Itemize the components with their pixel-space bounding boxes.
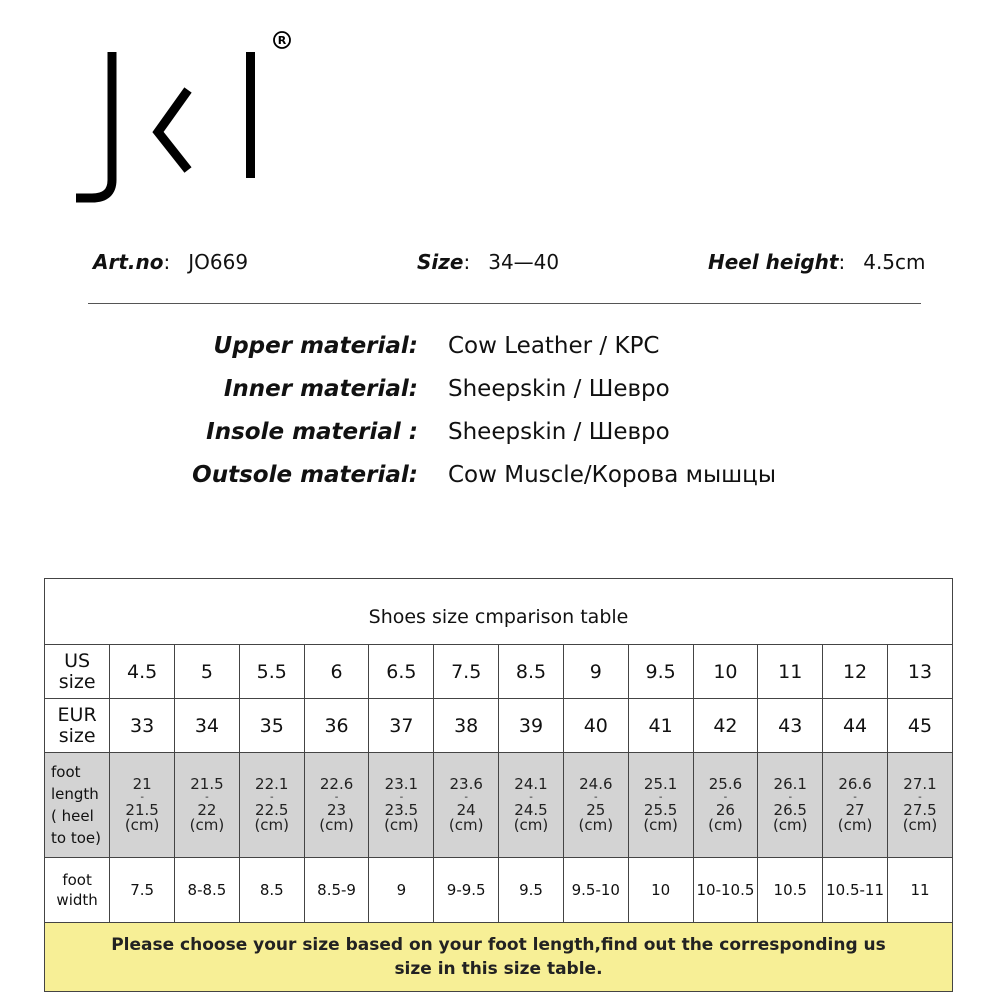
us-size-cell: 13 [887,645,952,699]
foot-width-cell: 9.5-10 [563,858,628,923]
foot-length-cell [304,753,369,858]
foot-width-cell: 10.5-11 [823,858,888,923]
foot-length-cell [628,753,693,858]
size-value: 34—40 [488,250,560,274]
foot-width-cell: 8-8.5 [175,858,240,923]
length-separator: - [853,792,857,803]
eur-size-cell: 36 [304,699,369,753]
length-separator: - [334,792,339,803]
foot-width-header: foot width [45,858,110,923]
table-title-row [45,579,953,645]
length-to: 23 [327,801,347,819]
eur-size-cell: 41 [628,699,693,753]
material-value: Cow Muscle/Корова мышцы [448,462,776,488]
length-to: 22.5 [255,801,289,819]
us-size-cell: 7.5 [434,645,499,699]
material-value: Cow Leather / KPC [448,333,660,359]
foot-length-cell [175,753,240,858]
length-separator: - [529,792,533,803]
art-no-value: JO669 [188,250,249,274]
length-unit: (cm) [254,816,290,834]
length-unit: (cm) [448,816,484,834]
us-size-cell: 5 [175,645,240,699]
foot-width-row [45,858,953,923]
length-from: 22.1 [255,775,289,793]
length-from: 24.1 [514,775,548,793]
note-row [45,923,953,992]
eur-size-row [45,699,953,753]
foot-length-cell [758,753,823,858]
foot-width-cell: 9.5 [499,858,564,923]
length-to: 24 [456,801,476,819]
foot-width-cell: 11 [887,858,952,923]
material-label: Inner material [223,376,409,402]
length-separator: - [399,792,404,803]
length-to: 25 [586,801,606,819]
us-size-cell: 9 [563,645,628,699]
length-from: 25.1 [643,775,678,793]
material-value: Sheepskin / Шевро [448,376,670,402]
heel-height-field: Heel height: 4.5cm [708,250,926,274]
material-label: Insole material [206,419,401,445]
length-from: 21 [132,775,152,793]
eur-size-cell: 38 [434,699,499,753]
heel-height-label: Heel height [708,250,839,274]
material-row-inner: Inner material: Sheepskin / Шевро [223,376,670,402]
length-separator: - [594,792,598,803]
eur-size-cell: 34 [175,699,240,753]
eur-size-cell: 45 [887,699,952,753]
foot-width-cell: 9-9.5 [434,858,499,923]
foot-length-cell [693,753,758,858]
foot-width-cell: 8.5 [239,858,304,923]
length-to: 27 [845,801,865,819]
divider [88,303,921,304]
eur-size-cell: 39 [499,699,564,753]
material-label: Outsole material [192,462,409,488]
size-field: Size: 34—40 [417,250,560,274]
foot-length-cell [887,753,952,858]
length-unit: (cm) [384,816,419,834]
foot-length-cell [823,753,888,858]
size-note: Please choose your size based on your foot length,find out the corresponding us size in this size table. [45,923,953,992]
art-no-field: Art.no: JO669 [93,250,249,274]
product-info-row [0,250,1000,280]
us-size-cell: 11 [758,645,823,699]
length-to: 22 [197,801,217,819]
length-unit: (cm) [772,816,808,834]
us-size-cell: 6.5 [369,645,434,699]
length-to: 21.5 [125,801,159,819]
length-separator: - [658,792,663,803]
length-to: 25.5 [643,801,678,819]
art-no-label: Art.no [93,250,164,274]
brand-logo [70,30,310,210]
length-from: 25.6 [708,775,743,793]
eur-size-cell: 44 [823,699,888,753]
us-size-cell: 5.5 [239,645,304,699]
foot-length-row [45,753,953,858]
us-size-cell: 10 [693,645,758,699]
length-to: 26.5 [773,801,807,819]
eur-size-cell: 33 [110,699,175,753]
length-to: 23.5 [384,801,419,819]
length-unit: (cm) [578,816,614,834]
foot-width-cell: 9 [369,858,434,923]
us-size-row [45,645,953,699]
length-unit: (cm) [513,816,549,834]
length-separator: - [205,792,209,803]
us-size-header: US size [45,645,110,699]
length-from: 24.6 [579,775,613,793]
material-row-upper: Upper material: Cow Leather / KPC [213,333,660,359]
length-unit: (cm) [319,816,354,834]
table-title: Shoes size cmparison table [45,579,953,645]
length-unit: (cm) [124,816,160,834]
heel-height-value: 4.5cm [863,250,926,274]
foot-width-cell: 10-10.5 [693,858,758,923]
length-separator: - [788,792,793,803]
length-from: 23.1 [384,775,419,793]
foot-length-cell [239,753,304,858]
length-from: 26.1 [773,775,807,793]
length-unit: (cm) [643,816,678,834]
length-from: 26.6 [838,775,872,793]
us-size-cell: 9.5 [628,645,693,699]
eur-size-header: EUR size [45,699,110,753]
us-size-cell: 12 [823,645,888,699]
length-separator: - [269,792,274,803]
foot-width-cell: 7.5 [110,858,175,923]
size-label: Size [417,250,464,274]
eur-size-cell: 42 [693,699,758,753]
material-row-outsole: Outsole material: Cow Muscle/Корова мышцы [192,462,776,488]
length-from: 22.6 [319,775,354,793]
length-unit: (cm) [837,816,873,834]
foot-length-cell [563,753,628,858]
length-separator: - [464,792,468,803]
foot-length-cell [110,753,175,858]
foot-width-cell: 10.5 [758,858,823,923]
foot-length-header: foot length ( heel to toe) [45,753,110,858]
length-to: 26 [715,801,735,819]
eur-size-cell: 37 [369,699,434,753]
length-from: 21.5 [190,775,224,793]
length-to: 24.5 [514,801,548,819]
material-label: Upper material [213,333,409,359]
material-row-insole: Insole material : Sheepskin / Шевро [206,419,670,445]
us-size-cell: 8.5 [499,645,564,699]
us-size-cell: 6 [304,645,369,699]
length-unit: (cm) [708,816,743,834]
length-to: 27.5 [903,801,937,819]
length-from: 23.6 [449,775,483,793]
length-unit: (cm) [902,816,938,834]
us-size-cell: 4.5 [110,645,175,699]
svg-text:R: R [277,34,287,47]
eur-size-cell: 35 [239,699,304,753]
foot-length-cell [369,753,434,858]
materials-list [0,333,1000,505]
material-value: Sheepskin / Шевро [448,419,670,445]
length-separator: - [918,792,922,803]
foot-length-cell [434,753,499,858]
eur-size-cell: 40 [563,699,628,753]
foot-width-cell: 10 [628,858,693,923]
length-separator: - [140,792,144,803]
eur-size-cell: 43 [758,699,823,753]
length-unit: (cm) [189,816,225,834]
foot-width-cell: 8.5-9 [304,858,369,923]
foot-length-cell [499,753,564,858]
size-comparison-table [44,578,953,992]
length-from: 27.1 [903,775,937,793]
length-separator: - [723,792,728,803]
